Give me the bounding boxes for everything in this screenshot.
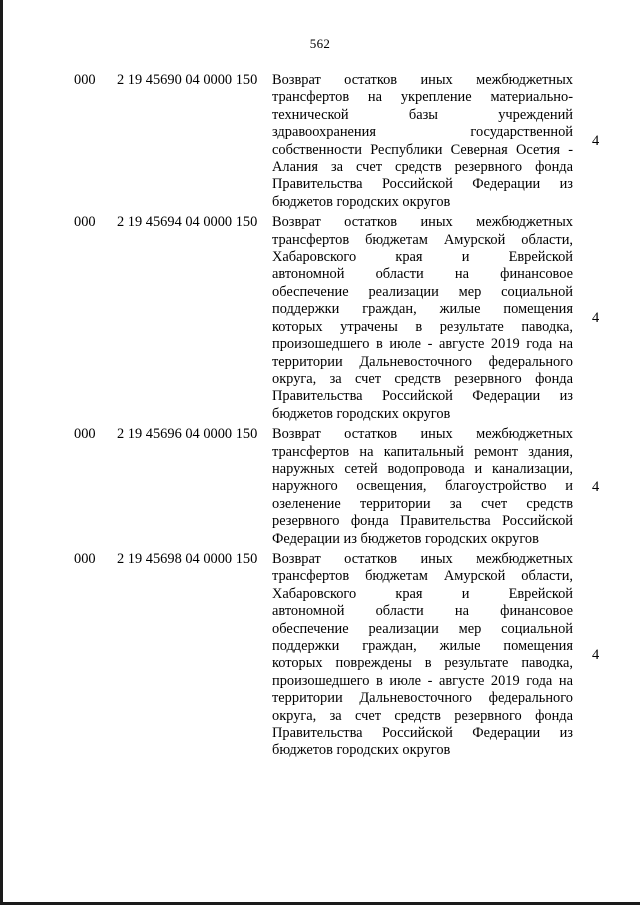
description-line: Хабаровского края и Еврейской xyxy=(272,249,573,266)
description-line: Правительства Российской Федерации из xyxy=(272,725,573,742)
income-description xyxy=(272,551,573,760)
budget-classification-code: 2 19 45690 04 0000 150 xyxy=(117,72,258,88)
admin-code: 000 xyxy=(74,72,96,88)
description-line: резервного фонда Правительства Российской xyxy=(272,513,573,530)
description-line: автономной области на финансовое xyxy=(272,603,573,620)
description-line: территории Дальневосточного федерального xyxy=(272,353,573,370)
description-line: бюджетов городских округов xyxy=(272,193,451,210)
budget-classification-code: 2 19 45698 04 0000 150 xyxy=(117,550,258,567)
description-line: округа, за счет средств резервного фонда xyxy=(272,370,573,387)
income-description xyxy=(272,72,573,211)
description-line: Возврат остатков иных межбюджетных xyxy=(272,214,573,231)
budget-classification-code: 2 19 45694 04 0000 150 xyxy=(117,214,258,231)
description-line: Правительства Российской Федерации из xyxy=(272,176,573,193)
income-description xyxy=(272,214,573,423)
description-line: обеспечение реализации мер социальной xyxy=(272,283,573,300)
description-line: наружного освещения, благоустройство и xyxy=(272,478,573,495)
description-line: Хабаровского края и Еврейской xyxy=(272,585,573,602)
description-line: Федерации из бюджетов городских округов xyxy=(272,530,539,547)
description-line: трансфертов бюджетам Амурской области, xyxy=(272,568,573,585)
description-line: здравоохранения государственной xyxy=(272,124,573,141)
table-row xyxy=(0,426,640,548)
description-line: поддержки граждан, жилые помещения xyxy=(272,301,573,318)
description-line: технической базы учреждений xyxy=(272,106,573,123)
amount-value: 4 xyxy=(592,646,600,663)
description-line: Возврат остатков иных межбюджетных xyxy=(272,550,573,567)
description-line: Правительства Российской Федерации из xyxy=(272,388,573,405)
table-row xyxy=(0,214,640,423)
admin-code: 000 xyxy=(74,426,96,443)
description-line: произошедшего в июле - августе 2019 года на xyxy=(272,672,573,689)
amount-value: 4 xyxy=(592,133,600,150)
description-line: бюджетов городских округов xyxy=(272,405,451,422)
description-line: бюджетов городских округов xyxy=(272,742,451,759)
description-line: произошедшего в июле - августе 2019 года на xyxy=(272,336,573,353)
admin-code: 000 xyxy=(74,214,96,231)
description-line: автономной области на финансовое xyxy=(272,266,573,283)
description-line: Возврат остатков иных межбюджетных xyxy=(272,72,573,88)
description-line: территории Дальневосточного федерального xyxy=(272,690,573,707)
page-number: 562 xyxy=(309,36,331,51)
description-line: трансфертов бюджетам Амурской области, xyxy=(272,231,573,248)
description-line: трансфертов на капитальный ремонт здания, xyxy=(272,443,573,460)
description-line: наружных сетей водопровода и канализации, xyxy=(272,460,573,477)
description-line: округа, за счет средств резервного фонда xyxy=(272,707,573,724)
description-line: которых утрачены в результате паводка, xyxy=(272,318,573,335)
table-row xyxy=(0,72,640,211)
description-line: обеспечение реализации мер социальной xyxy=(272,620,573,637)
income-description xyxy=(272,426,573,548)
amount-value: 4 xyxy=(592,310,600,327)
description-line: которых повреждены в результате паводка, xyxy=(272,655,573,672)
table-row xyxy=(0,551,640,760)
admin-code: 000 xyxy=(74,550,96,567)
description-line: собственности Республики Северная Осетия - xyxy=(272,141,573,158)
description-line: трансфертов на укрепление материально- xyxy=(272,89,573,106)
budget-code-table xyxy=(0,72,640,763)
budget-classification-code: 2 19 45696 04 0000 150 xyxy=(117,426,258,443)
description-line: Алания за счет средств резервного фонда xyxy=(272,159,573,176)
description-line: озеленение территории за счет средств xyxy=(272,495,573,512)
description-line: поддержки граждан, жилые помещения xyxy=(272,638,573,654)
description-line: Возврат остатков иных межбюджетных xyxy=(272,426,573,443)
amount-value: 4 xyxy=(592,478,600,495)
